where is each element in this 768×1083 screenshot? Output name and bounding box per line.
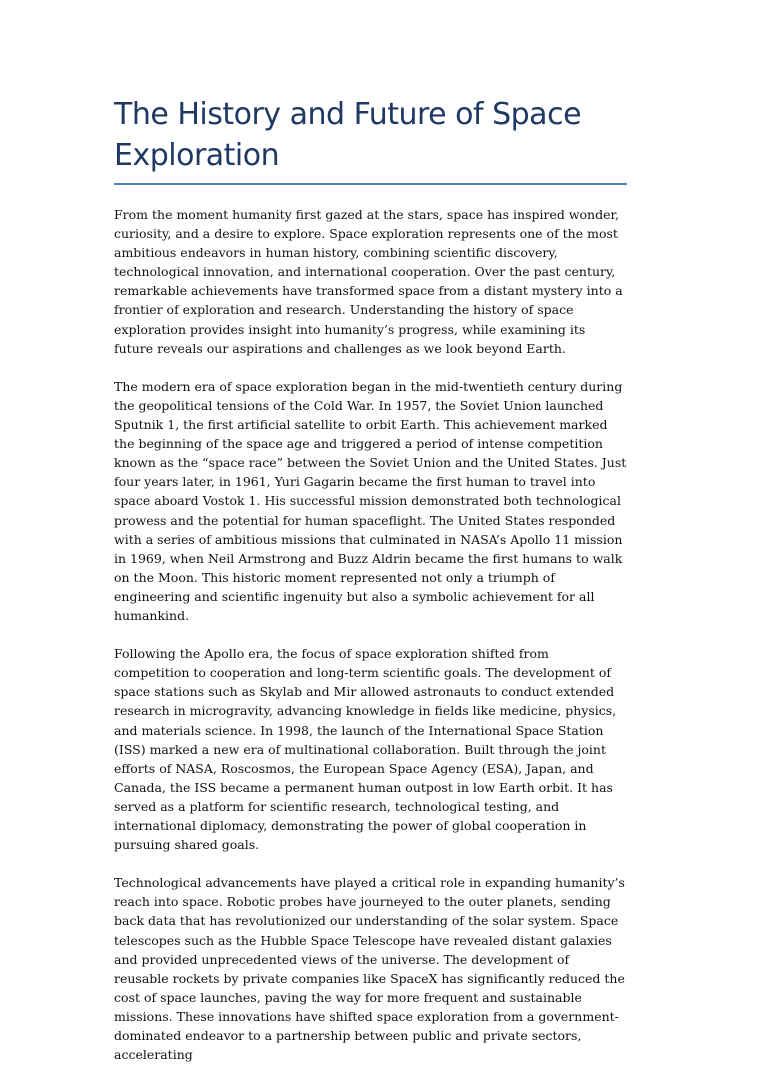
- document-body: [114, 205, 627, 1064]
- document-title: The History and Future of Space Exploration: [114, 94, 627, 185]
- paragraph-space-race: The modern era of space exploration began in the mid-twentieth century during the geopolitical tensions of the Cold War. In 1957, the Soviet Union launched Sputnik 1, the first artificial satellite to orbit Earth. This achievement marked the beginning of the space age and triggered a period of intense competition known as the “space race” between the Soviet Union and the United States. Just four years later, in 1961, Yuri Gagarin became the first human to travel into space aboard Vostok 1. His successful mission demonstrated both technological prowess and the potential for human spaceflight. The United States responded with a series of ambitious missions that culminated in NASA’s Apollo 11 mission in 1969, when Neil Armstrong and Buzz Aldrin became the first humans to walk on the Moon. This historic moment represented not only a triumph of engineering and scientific ingenuity but also a symbolic achievement for all humankind.: [114, 378, 627, 623]
- paragraph-cooperation: Following the Apollo era, the focus of space exploration shifted from competition to cooperation and long-term scientific goals. The development of space stations such as Skylab and Mir allowed astronauts to conduct extended research in microgravity, advancing knowledge in fields like medicine, physics, and materials science. In 1998, the launch of the International Space Station (ISS) marked a new era of multinational collaboration. Built through the joint efforts of NASA, Roscosmos, the European Space Agency (ESA), Japan, and Canada, the ISS became a permanent human outpost in low Earth orbit. It has served as a platform for scientific research, technological testing, and international diplomacy, demonstrating the power of global cooperation in pursuing shared goals.: [114, 646, 617, 853]
- document-page: [114, 94, 627, 1083]
- paragraph-intro: From the moment humanity first gazed at the stars, space has inspired wonder, curiosity, and a desire to explore. Space exploration represents one of the most ambitious endeavors in human history, combining scientific discovery, technological innovation, and international cooperation. Over the past century, remarkable achievements have transformed space from a distant mystery into a frontier of exploration and research. Understanding the history of space exploration provides insight into humanity’s progress, while examining its future reveals our aspirations and challenges as we look beyond Earth.: [114, 207, 623, 356]
- paragraph-technology: Technological advancements have played a critical role in expanding humanity’s reach into space. Robotic probes have journeyed to the outer planets, sending back data that has revolutionized our understanding of the solar system. Space telescopes such as the Hubble Space Telescope have revealed distant galaxies and provided unprecedented views of the universe. The development of reusable rockets by private companies like SpaceX has significantly reduced the cost of space launches, paving the way for more frequent and sustainable missions. These innovations have shifted space exploration from a government-dominated endeavor to a partnership between public and private sectors, accelerating: [114, 875, 625, 1063]
